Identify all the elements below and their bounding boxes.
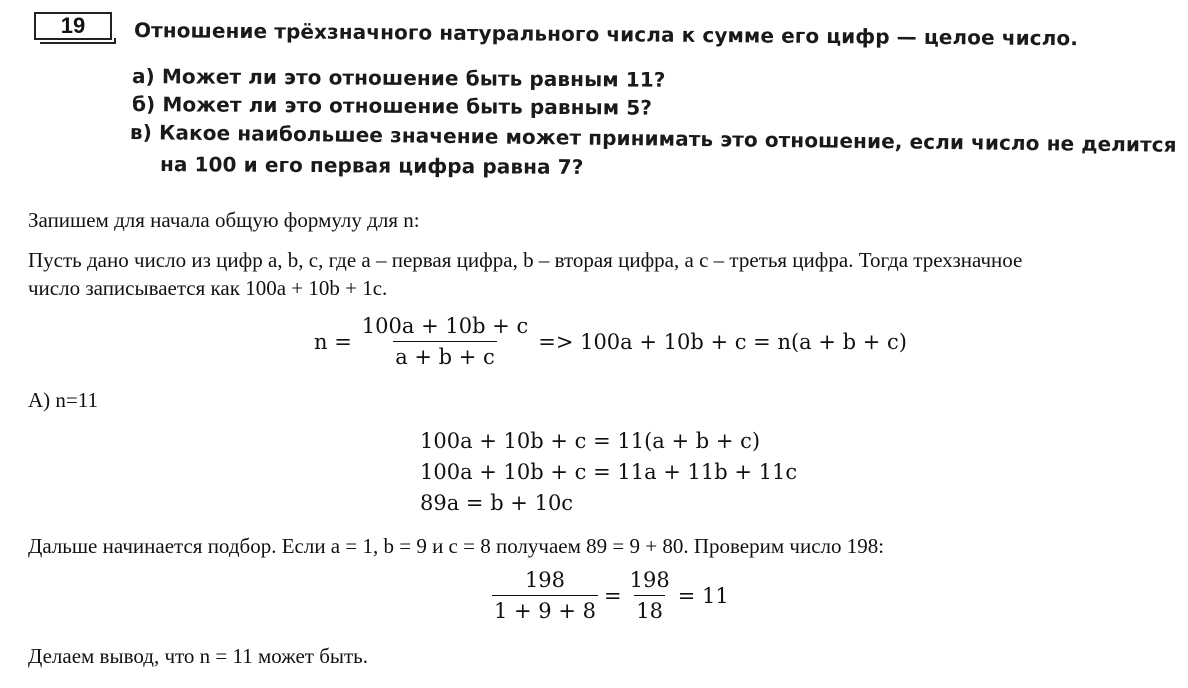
solution-setup-line2: число записывается как 100a + 10b + 1c.	[28, 276, 388, 300]
conclusion: Делаем вывод, что n = 11 может быть.	[28, 644, 369, 668]
check-equals: =	[603, 583, 622, 608]
selection-text: Дальше начинается подбор. Если a = 1, b = 9 и c = 8 получаем 89 = 9 + 80. Проверим число 198:	[28, 534, 885, 558]
check-result: = 11	[677, 583, 729, 608]
check-numerator-2: 198	[629, 568, 670, 592]
problem-part-b: б) Может ли это отношение быть равным 5?	[131, 92, 653, 120]
check-formula	[490, 568, 729, 623]
solution-intro: Запишем для начала общую формулу для n:	[28, 208, 420, 232]
problem-statement	[0, 0, 1188, 190]
check-denominator-2: 18	[634, 595, 665, 623]
formula-rhs: => 100a + 10b + c = n(a + b + c)	[538, 329, 907, 354]
formula-lhs: n =	[314, 329, 352, 354]
formula-fraction	[360, 314, 530, 369]
solution-setup-line1: Пусть дано число из цифр a, b, c, где a – первая цифра, b – вторая цифра, а c – третья цифра. Тогда трехзначное	[28, 248, 1023, 272]
check-denominator-1: 1 + 9 + 8	[492, 595, 598, 623]
formula-denominator: a + b + c	[393, 341, 497, 369]
equation-line: 100a + 10b + c = 11(a + b + c)	[420, 429, 761, 453]
problem-number: 19	[34, 12, 112, 40]
part-a-equations	[420, 426, 797, 519]
check-fraction-1	[492, 568, 598, 623]
problem-part-c-line2: на 100 и его первая цифра равна 7?	[159, 152, 584, 179]
problem-part-c-line1: в) Какое наибольшее значение может принимать это отношение, если число не делится	[129, 120, 1177, 157]
check-numerator-1: 198	[524, 568, 566, 592]
equation-line: 100a + 10b + c = 11a + 11b + 11c	[420, 460, 798, 484]
problem-title: Отношение трёхзначного натурального числа к сумме его цифр — целое число.	[133, 18, 1079, 51]
formula-numerator: 100a + 10b + c	[361, 314, 529, 338]
general-formula	[314, 314, 907, 369]
equation-line: 89a = b + 10c	[420, 491, 574, 515]
part-a-header: А) n=11	[28, 388, 98, 412]
problem-part-a: а) Может ли это отношение быть равным 11?	[131, 64, 666, 92]
check-fraction-2	[628, 568, 672, 623]
